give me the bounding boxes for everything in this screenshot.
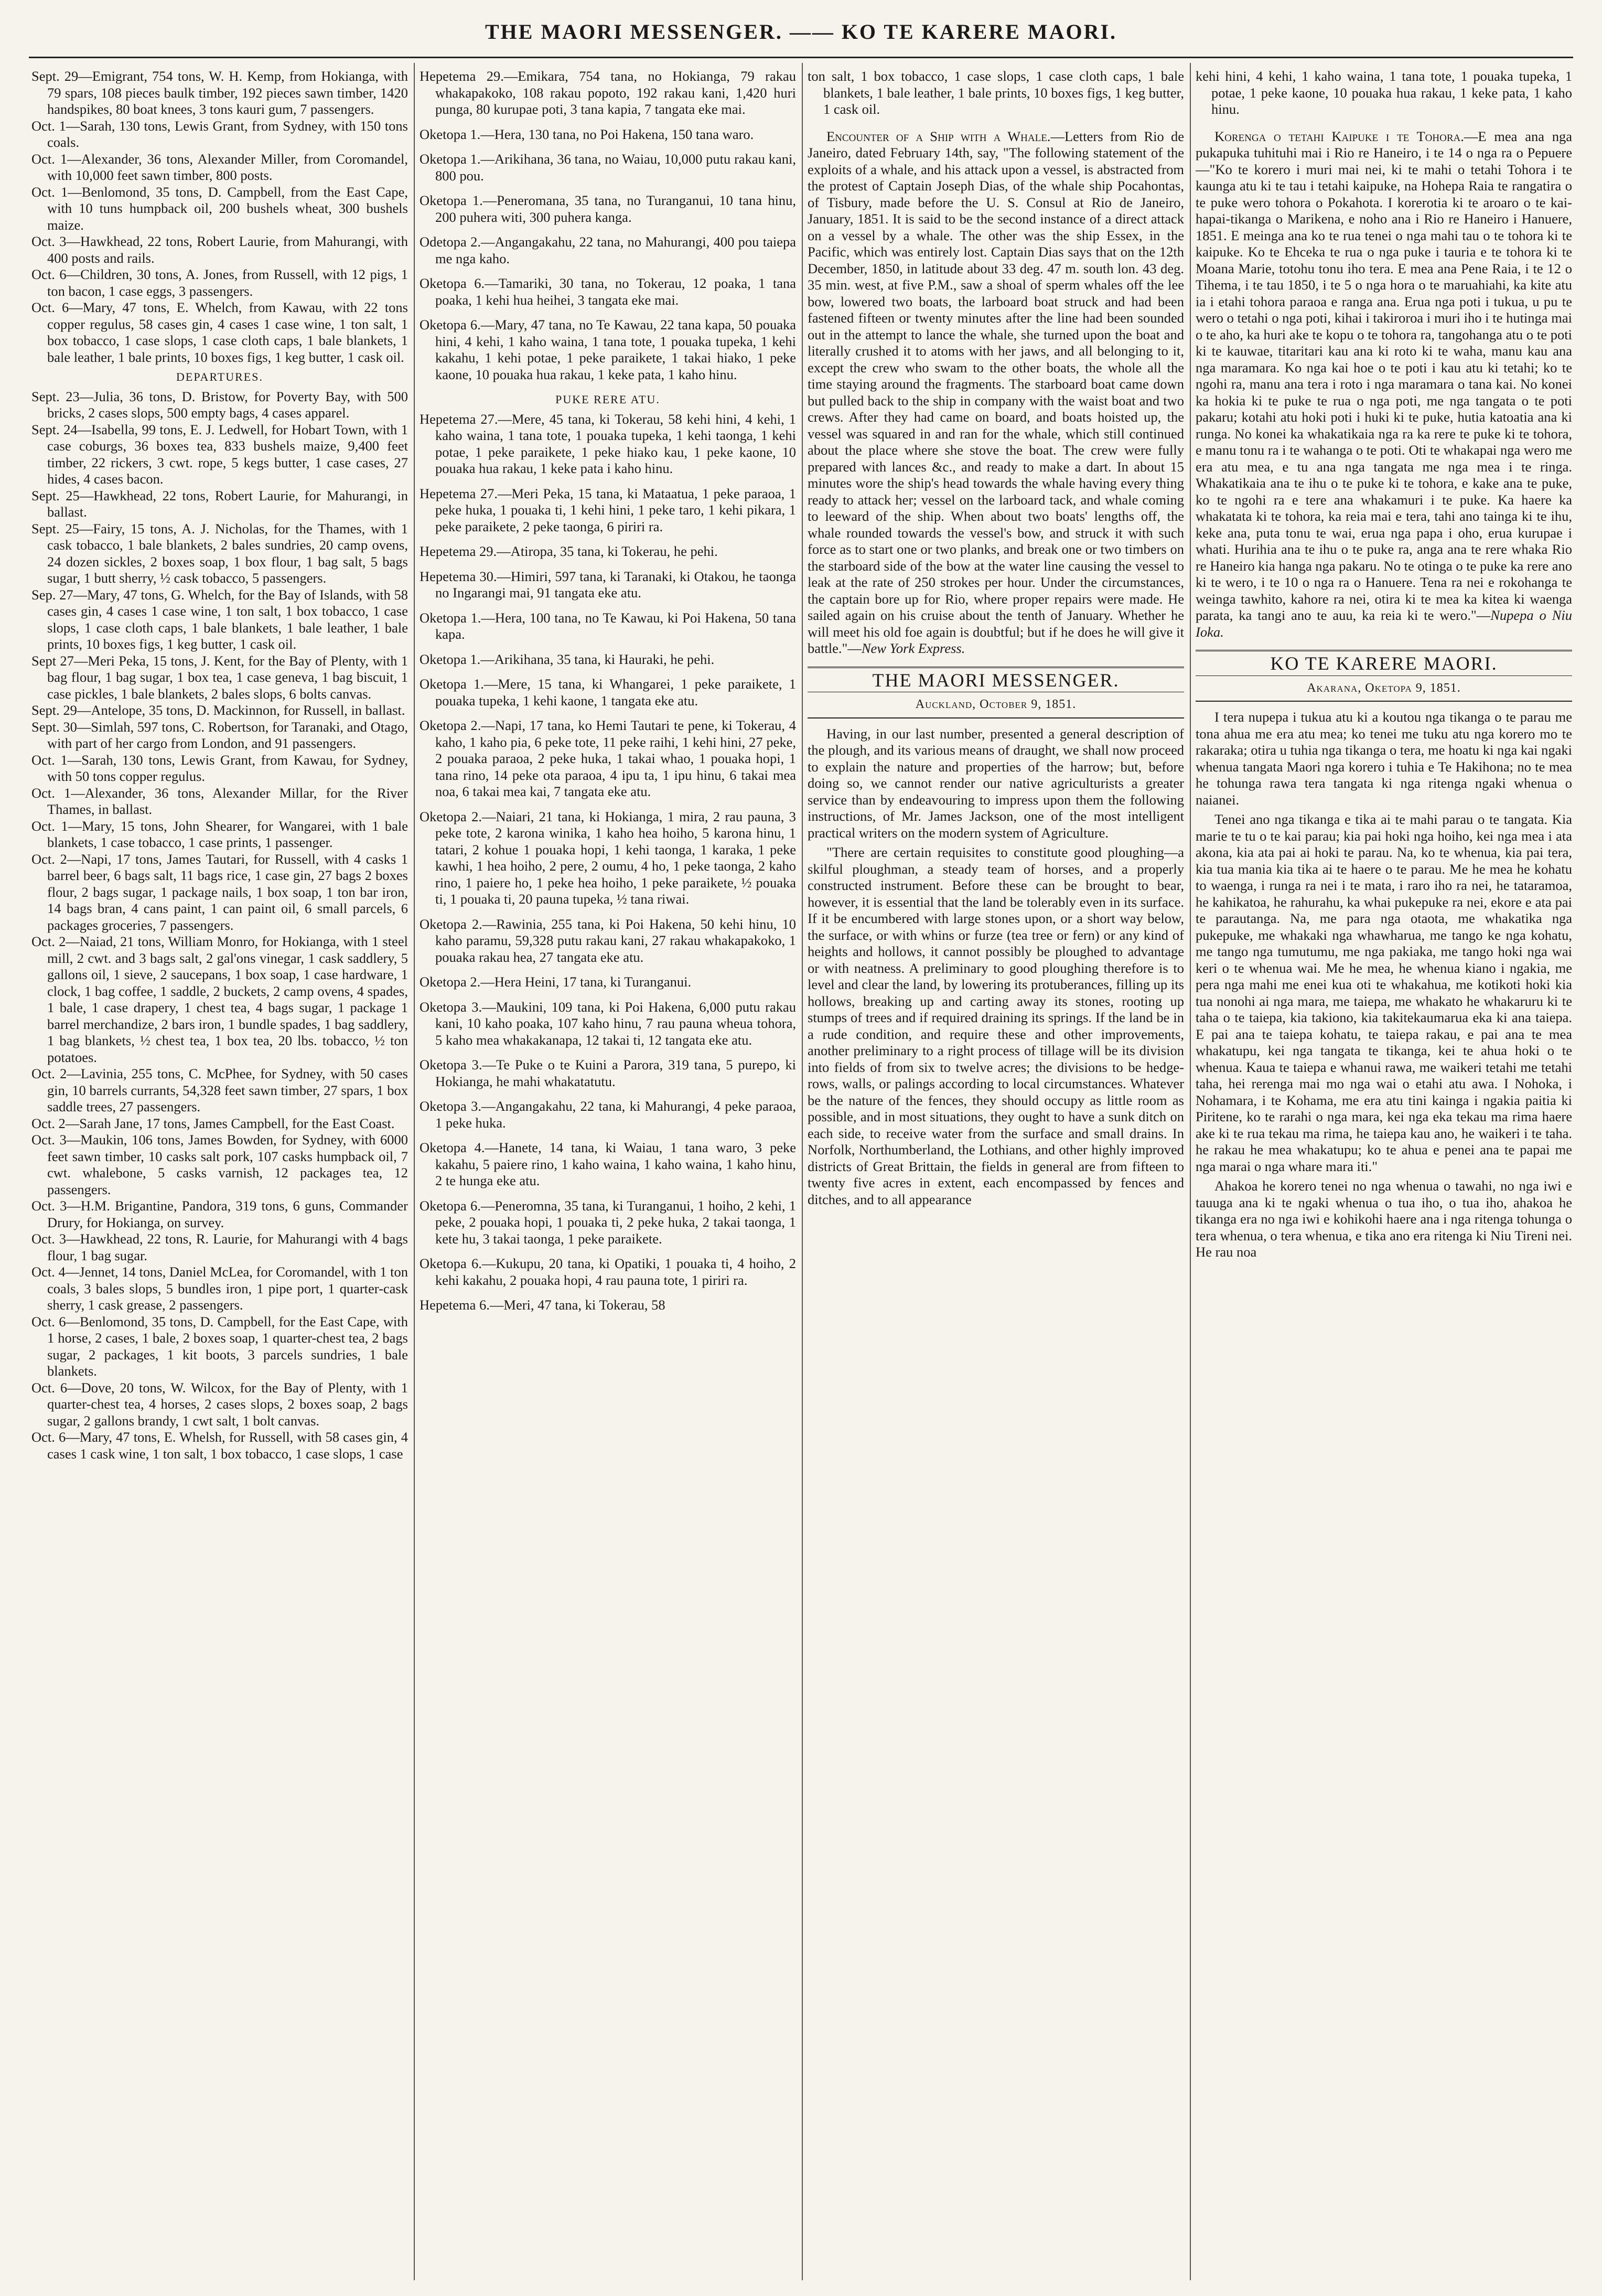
shipping-entry-maori: Oketopa 6.—Tamariki, 30 tana, no Tokerau, 12 poaka, 1 tana poaka, 1 kehi hua heihei, 3 tangata eke mai. [420, 275, 796, 308]
shipping-entry: Sept. 29—Antelope, 35 tons, D. Mackinnon, for Russell, in ballast. [31, 702, 405, 718]
shipping-entry: Oct. 2—Lavinia, 255 tons, C. McPhee, for Sydney, with 50 cases gin, 10 barrels currants, 54,328 feet sawn timber, 27 spars, 1 box saddle trees, 27 passengers. [31, 1066, 408, 1114]
dateline: Auckland, October 9, 1851. [808, 694, 1184, 718]
shipping-entry-maori: Oketopa 2.—Napi, 17 tana, ko Hemi Tautari te pene, ki Tokerau, 4 kaho, 1 kaho pia, 6 peke tote, 11 peke raihi, 1 kehi hini, 27 peke, 2 pouaka paraoa, 2 peke huka, 1 takai whao, 1 pouaka hopi, 1 tana rino, 14 peke ota paraoa, 4 ipu ta, 1 ipu hinu, 6 takai mea noa, 6 takai mea kai, 7 tangata eke atu. [420, 717, 796, 799]
shipping-entry-maori: Hepetema 6.—Meri, 47 tana, ki Tokerau, 58 [420, 1297, 665, 1313]
shipping-entry: Sept. 25—Fairy, 15 tons, A. J. Nicholas, for the Thames, with 1 cask tobacco, 1 bale blankets, 2 bales sundries, 20 camp ovens, 24 dozen sickles, 2 boxes soap, 1 box flour, 1 bag salt, 5 bags sugar, 1 butt sherry, ½ cask tobacco, 5 passengers. [31, 520, 408, 586]
departures-heading: DEPARTURES. [176, 370, 263, 383]
editorial-maori [1196, 709, 1572, 1261]
shipping-entry-maori: Oketopa 2.—Hera Heini, 17 tana, ki Turanganui. [420, 974, 692, 990]
whale-article [808, 128, 1184, 657]
shipping-entry: Oct. 6—Benlomond, 35 tons, D. Campbell, for the East Cape, with 1 horse, 2 cases, 1 bale, 2 boxes soap, 1 quarter-chest tea, 2 bags sugar, 2 packages, 1 kit boots, 3 parcels sundries, 1 bale blankets. [31, 1313, 408, 1379]
section-title-maori: KO TE KARERE MAORI. [1196, 650, 1572, 676]
arrivals-list-maori [420, 68, 796, 383]
whale-article-title: Encounter of a Ship with a Whale. [826, 128, 1051, 144]
shipping-entry: Oct. 2—Napi, 17 tons, James Tautari, for Russell, with 4 casks 1 barrel beer, 6 bags salt, 11 bags rice, 1 case gin, 27 bags 2 boxes flour, 2 bags sugar, 1 package nails, 1 box soap, 1 ton bar iron, 14 bags bran, 4 cans paint, 1 can paint oil, 6 small parcels, 6 packages groceries, 7 passengers. [31, 851, 408, 933]
shipping-entry: Oct. 1—Mary, 15 tons, John Shearer, for Wangarei, with 1 bale blankets, 1 case tobacco, 1 case prints, 1 passenger. [31, 818, 408, 850]
section-title: THE MAORI MESSENGER. [808, 667, 1184, 693]
shipping-entry: Oct. 3—Hawkhead, 22 tons, Robert Laurie, from Mahurangi, with 400 posts and rails. [31, 233, 408, 266]
dateline-maori: Akarana, Oketopa 9, 1851. [1196, 678, 1572, 702]
shipping-entry: Oct. 2—Sarah Jane, 17 tons, James Campbell, for the East Coast. [31, 1115, 395, 1131]
shipping-entry-maori: Oketopa 3.—Te Puke o te Kuini a Parora, 319 tana, 5 purepo, ki Hokianga, he mahi whakatatutu. [420, 1057, 796, 1089]
whale-article-source-maori: Nupepa o Niu Ioka. [1196, 607, 1572, 640]
whale-article-title-maori: Korenga o tetahi Kaipuke i te Tohora. [1214, 128, 1464, 144]
shipping-continuation-maori: kehi hini, 4 kehi, 1 kaho waina, 1 tana tote, 1 pouaka tupeka, 1 potae, 1 peke kaone, 10 pouaka hua rakau, 1 keke pata, 1 kaho hinu. [1196, 68, 1572, 117]
masthead-title: THE MAORI MESSENGER. —— KO TE KARERE MAORI. [485, 19, 1117, 44]
shipping-entry: Oct. 1—Alexander, 36 tons, Alexander Millar, for the River Thames, in ballast. [31, 785, 408, 817]
shipping-entry-maori: Oketopa 3.—Maukini, 109 tana, ki Poi Hakena, 6,000 putu rakau kani, 10 kaho poaka, 107 kaho hinu, 7 rau pauna wheua tohora, 5 kaho mea whakakanapa, 12 takai ti, 12 tangata eke atu. [420, 999, 796, 1048]
departures-list-maori [420, 411, 796, 1314]
shipping-entry-maori: Hepetema 27.—Meri Peka, 15 tana, ki Mataatua, 1 peke paraoa, 1 peke huka, 1 pouaka ti, 1 kehi hini, 1 peke taro, 1 kehi pikara, 1 peke paraikete, 2 peke taonga, 6 piriri ra. [420, 485, 796, 534]
shipping-entry-maori: Oketopa 2.—Naiari, 21 tana, ki Hokianga, 1 mira, 2 rau pauna, 3 peke tote, 2 karona winika, 1 kaho hea hoiho, 5 karona hinu, 1 tatari, 2 kohue 1 pouaka hopi, 1 kehi taonga, 1 karaka, 1 peke kawhi, 1 hea hoiho, 2 pere, 2 oumu, 4 ho, 1 peke taonga, 2 kaho rino, 1 paiere ho, 1 peke hea hoiho, 1 peke paraikete, ½ pouaka ti, 1 pouaka ti, 20 pauna tupeka, ½ tana riwai. [420, 808, 796, 907]
shipping-entry-maori: Hepetema 27.—Mere, 45 tana, ki Tokerau, 58 kehi hini, 4 kehi, 1 kaho waina, 1 tana tote, 1 pouaka tupeka, 1 kehi taonga, 1 kehi potae, 1 peke paraikete, 1 peke hiako kau, 1 peke kaone, 10 pouaka hua rakau, 1 keke pata i kaho hinu. [420, 411, 796, 476]
editorial-paragraph-maori: Ahakoa he korero tenei no nga whenua o tawahi, no nga iwi e tauuga ana ki te ngaki whenua o tua iho, o tua iho, ahakoa he tikanga era no nga iwi e kohikohi haere ana i nga ritenga tohunga o tera whenua, o tera whenua, e tika ano era ritenga ki Niu Tireni nei. He rau noa [1196, 1178, 1572, 1260]
column-shipping-maori [420, 68, 796, 2275]
shipping-entry-maori: Oketopa 1.—Arikihana, 35 tana, ki Hauraki, he pehi. [420, 651, 715, 667]
shipping-entry-maori: Hepetema 29.—Emikara, 754 tana, no Hokianga, 79 rakau whakapakoko, 108 rakau popoto, 192 rakau kani, 1,420 huri punga, 80 kurupae poti, 3 tana kapia, 7 tangata eke mai. [420, 68, 796, 117]
shipping-entry-maori: Odetopa 2.—Angangakahu, 22 tana, no Mahurangi, 400 pou taiepa me nga kaho. [420, 234, 796, 266]
shipping-entry: Sept 27—Meri Peka, 15 tons, J. Kent, for the Bay of Plenty, with 1 bag flour, 1 bag sugar, 1 box tea, 1 case geneva, 1 bag biscuit, 1 case pickles, 1 bale blankets, 2 bales slops, 6 bolts canvas. [31, 652, 408, 702]
shipping-entry: Sept. 23—Julia, 36 tons, D. Bristow, for Poverty Bay, with 500 bricks, 2 cases slops, 500 empty bags, 4 cases apparel. [31, 388, 408, 421]
shipping-entry-maori: Oketopa 6.—Peneromna, 35 tana, ki Turanganui, 1 hoiho, 2 kehi, 1 peke, 2 pouaka hopi, 1 pouaka ti, 2 peke huka, 2 takai taonga, 1 kete hu, 3 takai taonga, 1 peke paraikete. [420, 1197, 796, 1247]
column-divider [414, 63, 415, 2280]
shipping-entry: Sept. 24—Isabella, 99 tons, E. J. Ledwell, for Hobart Town, with 1 case coburgs, 36 boxes tea, 833 bushels maize, 9,400 feet timber, 22 rickers, 3 cwt. rope, 5 kegs butter, 1 case cases, 27 hides, 4 cases bacon. [31, 421, 408, 487]
shipping-entry-maori: Oketopa 1.—Mere, 15 tana, ki Whangarei, 1 peke paraikete, 1 pouaka tupeka, 1 kehi kaone, 1 tangata eke atu. [420, 676, 796, 709]
shipping-entry-maori: Hepetema 30.—Himiri, 597 tana, ki Taranaki, ki Otakou, he taonga no Ingarangi mai, 91 tangata eke atu. [420, 568, 796, 600]
shipping-entry: Sept. 29—Emigrant, 754 tons, W. H. Kemp, from Hokianga, with 79 spars, 108 pieces baulk timber, 192 pieces sawn timber, 1420 handspikes, 80 boat knees, 3 tons kauri gum, 7 passengers. [31, 68, 408, 117]
shipping-entry: Oct. 1—Sarah, 130 tons, Lewis Grant, from Kawau, for Sydney, with 50 tons copper regulus. [31, 752, 408, 784]
shipping-entry-maori: Oketopa 1.—Hera, 100 tana, no Te Kawau, ki Poi Hakena, 50 tana kapa. [420, 609, 796, 642]
arrivals-list [31, 68, 408, 366]
shipping-entry: Oct. 6—Children, 30 tons, A. Jones, from Russell, with 12 pigs, 1 ton bacon, 1 case eggs, 3 passengers. [31, 266, 408, 299]
departures-heading-maori: PUKE RERE ATU. [555, 393, 660, 406]
column-divider [1190, 63, 1191, 2280]
whale-article-body-maori: —E mea ana nga pukapuka tuhituhi mai i Rio re Haneiro, i te 14 o nga ra o Pepuere —"Ko te korero i muri mai nei, ki te mahi o tetahi Tohora i te kaunga atu ki te tau i tetahi kaipuke, na Hohepa Raia te rangatira o te puke wero tohora o Pokahota. I korerotia ki te aroaro o te kai-hapai-tikanga o Marikena, e noho ana i Rio re Haneiro i Hanuere, 1851. E meinga ana ko te rua tenei o nga mahi tau o te tohora ki te kaipuke. Ko te Ehceka te rua o nga puke i tauria e te tohora ki te Moana Marie, totohu tonu iho tera. E mea ana Pene Raia, i te 12 o Tihema, i te tau 1850, i te 5 o nga hora o te maruahiahi, ka kite atu ia i etahi tohora paraoa e ranga ana. Erua nga poti i tukua, u pu te wero o tetahi o nga poti, kihai i takiroroa i muri iho i te hutinga mai o te aho, ka huri ake te kopu o te tohora ra, tangohanga atu o te poti ki te kauwae, titaritari kau ana ki roto ki te waha, manu kau ana nga maramara. Ko nga kai hoe o te poti i kau atu ki tetahi; ko te ngohi ra, manu ana tera i roto i nga maramara o tana kai. No konei ka hokia ki te puke te rua o nga poti, me nga tangata o te poti pakaru; kotahi atu hoki poti i huki ki te puke, hutia katoatia ana ki runga. No konei ka whakatikaia nga ra ka rere te puke ki te tohora, e manu tonu ra i te wahanga o te poti. Oti te whakapai nga wero me era atu mea, e tu ana nga tangata me nga mea i te ringa. Whakatikaia ana te ihu o te puke ki te tohora, e kake ana te puke, ko te ngohi ra e tere ana whakamuri i te puke. Ka haere ka whakatata ki te tohora, ka reia mai e tera, tahi ano tainga ki te ihu, keke ana, puta tonu te wai, erua nga papa i oho, erua kurupae i whati. Hurihia ana te ihu o te puke ra, anga ana te rere whaka Rio re Haneiro kia hanga nga pakaru. No te otinga o te puke ka rere ano ki te wero, i te 10 o nga ra o Hanuere. Tena ra nei e rokohanga te weinga tawhito, kahore ra nei, otira ki te mea ka kitea ki waenga parata, ka tangi ano te auu, ka reia ki te wero."— [1196, 128, 1572, 623]
shipping-entry-maori: Oketopa 3.—Angangakahu, 22 tana, ki Mahurangi, 4 peke paraoa, 1 peke huka. [420, 1098, 796, 1131]
shipping-entry: Oct. 1—Alexander, 36 tons, Alexander Miller, from Coromandel, with 10,000 feet sawn timber, 800 posts. [31, 151, 408, 183]
shipping-entry-maori: Oketopa 4.—Hanete, 14 tana, ki Waiau, 1 tana waro, 3 peke kakahu, 5 paiere rino, 1 kaho waina, 1 kaho waina, 1 kaho hinu, 2 te hunga eke atu. [420, 1140, 796, 1188]
shipping-entry-maori: Oketopa 2.—Rawinia, 255 tana, ki Poi Hakena, 50 kehi hinu, 10 kaho paramu, 59,328 putu rakau kani, 27 rakau whakapakoko, 1 pouaka rakau hea, 27 tangata eke atu. [420, 916, 796, 965]
whale-article-source: New York Express. [861, 640, 965, 656]
editorial-paragraph-maori: I tera nupepa i tukua atu ki a koutou nga tikanga o te parau me tona ahua me era atu mea; ko tenei me tuku atu nga korero mo te rakaraka; otira u tuhia nga tikanga o tera, me hoatu ki nga kai ngaki whenua tangata Maori nga korero i tuhia e Te Hakihona; no te mea he tohunga rawa tera tangata ki nga ritenga ngaki whenua o naianei. [1196, 709, 1572, 808]
departures-list [31, 389, 408, 1463]
column-shipping-english [31, 68, 408, 2275]
shipping-entry-maori: Oketopa 1.—Peneromana, 35 tana, no Turanganui, 10 tana hinu, 200 puhera witi, 300 puhera kanga. [420, 192, 796, 225]
shipping-entry: Oct. 4—Jennet, 14 tons, Daniel McLea, for Coromandel, with 1 ton coals, 3 bales slops, 5 bundles iron, 1 pipe port, 1 quarter-cask sherry, 1 cask grease, 2 passengers. [31, 1264, 408, 1313]
shipping-entry-maori: Oketopa 1.—Hera, 130 tana, no Poi Hakena, 150 tana waro. [420, 126, 754, 142]
shipping-entry: Oct. 6—Mary, 47 tons, E. Whelch, from Kawau, with 22 tons copper regulus, 58 cases gin, 4 cases 1 case wine, 1 ton salt, 1 box tobacco, 1 case slops, 1 case cloth caps, 1 bale blankets, 1 bale leather, 1 bale prints, 10 boxes figs, 1 keg butter, 1 cask oil. [31, 299, 408, 365]
shipping-entry: Oct. 3—Hawkhead, 22 tons, R. Laurie, for Mahurangi with 4 bags flour, 1 bag sugar. [31, 1231, 408, 1263]
editorial-paragraph: Having, in our last number, presented a general description of the plough, and its various means of draught, we shall now proceed to explain the nature and properties of the harrow; but, before doing so, we cannot render our native agriculturists a greater service than by endeavouring to impress upon them the following instructions, of Mr. James Jackson, one of the most intelligent practical writers on the modern system of Agriculture. [808, 725, 1184, 841]
shipping-entry: Oct. 1—Benlomond, 35 tons, D. Campbell, from the East Cape, with 10 tuns humpback oil, 200 bushels wheat, 300 bushels maize. [31, 184, 408, 233]
shipping-entry: Sept. 30—Simlah, 597 tons, C. Robertson, for Taranaki, and Otago, with part of her cargo from London, and 91 passengers. [31, 718, 408, 751]
shipping-continuation: ton salt, 1 box tobacco, 1 case slops, 1 case cloth caps, 1 bale blankets, 1 bale leather, 1 bale prints, 10 boxes figs, 1 keg butter, 1 cask oil. [808, 68, 1184, 117]
shipping-entry-maori: Hepetema 29.—Atiropa, 35 tana, ki Tokerau, he pehi. [420, 543, 718, 559]
column-maori-articles [1196, 68, 1572, 2275]
editorial-paragraph-maori: Tenei ano nga tikanga e tika ai te mahi parau o te tangata. Kia marie te tu o te kai parau; kia pai hoki nga hoiho, kei nga mea i ata akona, kia ata pai ai hoki te parau. Na, ko te whenua, kia pai tera, kia tua mania kia tika ai te haere o te parau. Me he mea he kohatu to waenga, i runga ra nei i te mata, i raro iho ra nei, he tataramoa, he kahikatoa, he rahurahu, ka whai pukepuke ra nei, ekore e ata pai te parautanga. Na, me para nga otaota, me whakatika nga pukepuke, me whakaki nga whawharua, me tango ke nga kohatu, me tango nga tumutumu, me nga pakiaka, me tango hoki nga wai keri o te whenua wai. Me he mea, he whenua kiano i ngakia, me pera nga mahi me enei kua oti te whakahua, me kotikoti hoki kia tua nonohi ai nga mara, me taiepa, me whakato he whakaruru ki te taha o te taiepa, kia takiono, kia takitekaumarua eka ki ana taiepa. E pai ana te taiepa kohatu, te taiepa rakau, e pai ana te mea whakatupu, kei nga tangata te tikanga, kei te ahua hoki o te whenua. Kaua te taiepa e whanui rawa, me waikeri tetahi me tetahi taha, hei rerenga mai mo nga wai o etahi atu awa. I Nohoka, i Nohamara, i te Kohama, me era atu tini kainga i ngakia paitia ki Piritene, ko te rarahi o nga mara, kei nga eka tekau ma rima haere ake ki te rua tekau ma rima, he taiepa kau ano, he waikeri i te taha. he rakau he mea whakatupu; ko te ahua e penei ana te papai me nga marai o nga whare mara iti." [1196, 811, 1572, 1174]
shipping-entry: Oct. 6—Mary, 47 tons, E. Whelsh, for Russell, with 58 cases gin, 4 cases 1 cask wine, 1 ton salt, 1 box tobacco, 1 case slops, 1 case [31, 1429, 408, 1462]
shipping-entry: Oct. 3—H.M. Brigantine, Pandora, 319 tons, 6 guns, Commander Drury, for Hokianga, on survey. [31, 1198, 408, 1230]
shipping-entry: Oct. 3—Maukin, 106 tons, James Bowden, for Sydney, with 6000 feet sawn timber, 10 casks salt pork, 107 casks humpback oil, 7 cwt. whalebone, 5 casks varnish, 12 packages tea, 12 passengers. [31, 1132, 408, 1197]
column-english-articles [808, 68, 1184, 2275]
editorial-paragraph: "There are certain requisites to constitute good ploughing—a skilful ploughman, a steady team of horses, and a properly constructed instrument. Before these can be brought to bear, however, it is essential that the land be tolerably even in its surface. If it be encumbered with large stones upon, or a short way below, the surface, or with whins or furze (tea tree or fern) or any kind of heights and hollows, it cannot possibly be ploughed to advantage or with neatness. A preliminary to good ploughing therefore is to level and clear the land, by lowering its protuberances, filling up its hollows, breaking up and carting away its stones, rooting up stumps of trees and if required draining its springs. If the land be in a rude condition, and require these and other improvements, another preliminary to a right process of tillage will be its division into fields of from six to twelve acres; the divisions to be hedge-rows, walls, or palings according to local circumstances. Whatever be the nature of the fences, they should occupy as little room as possible, and in most situations, they ought to have a sunk ditch on each side, to receive water from the surface and small drains. In Norfolk, Northumberland, the Lothians, and other highly improved districts of Great Brittain, the fields in general are from fifteen to twenty five acres in extent, each encompassed by fences and ditches, and to all appearance [808, 844, 1184, 1207]
shipping-entry: Sep. 27—Mary, 47 tons, G. Whelch, for the Bay of Islands, with 58 cases gin, 4 cases 1 case wine, 1 ton salt, 1 box tobacco, 1 case slops, 1 case cloth caps, 1 bale blankets, 1 bale leather, 1 bale prints, 10 boxes figs, 1 keg butter, 1 cask oil. [31, 586, 408, 652]
editorial [808, 726, 1184, 1208]
shipping-entry-maori: Oketopa 6.—Kukupu, 20 tana, ki Opatiki, 1 pouaka ti, 4 hoiho, 2 kehi kakahu, 2 pouaka hopi, 4 rau pauna tote, 1 piriri ra. [420, 1256, 796, 1288]
whale-article-maori [1196, 128, 1572, 641]
shipping-entry: Sept. 25—Hawkhead, 22 tons, Robert Laurie, for Mahurangi, in ballast. [31, 487, 408, 520]
top-rule [29, 57, 1573, 58]
shipping-entry: Oct. 6—Dove, 20 tons, W. Wilcox, for the Bay of Plenty, with 1 quarter-chest tea, 4 horses, 2 cases slops, 2 boxes soap, 2 bags sugar, 2 gallons brandy, 1 cwt salt, 1 bolt canvas. [31, 1379, 408, 1429]
shipping-entry: Oct. 1—Sarah, 130 tons, Lewis Grant, from Sydney, with 150 tons coals. [31, 117, 408, 150]
shipping-entry-maori: Oketopa 6.—Mary, 47 tana, no Te Kawau, 22 tana kapa, 50 pouaka hini, 4 kehi, 1 kaho waina, 1 tana tote, 1 pouaka tupeka, 1 kehi kakahu, 1 kehi potae, 1 peke paraikete, 1 takai hiako, 1 peke kaone, 10 pouaka hua rakau, 1 keke pata, 1 kaho hinu. [420, 317, 796, 382]
column-divider [802, 63, 803, 2280]
whale-article-body: —Letters from Rio de Janeiro, dated February 14th, say, "The following statement of the exploits of a whale, and his attack upon a vessel, is abstracted from the protest of Captain Joseph Dias, of the whale ship Pocahontas, of Tisbury, made before the U. S. Consul at Rio de Janeiro, January, 1851. It is said to be the second instance of a direct attack on a vessel by a whale. The other was the ship Essex, in the Pacific, which was entirely lost. Captain Dias says that on the 12th December, 1850, in latitude about 33 deg. 47 m. south lon. 43 deg. 35 min. west, at five P.M., saw a shoal of sperm whales off the lee bow, lowered two boats, the larboard boat struck and had been fastened fifteen or twenty minutes after the line had been sounded out in the attempt to lance the whale, she turned upon the boat and literally crushed it to atoms with her jaws, and all belonging to it, except the crew who swam to the other boats, the whole all the time staying around the fragments. The starboard boat came down but pulled back to the ship in company with the waist boat and two crews. After they had came on board, and boats hoisted up, the vessel was squared in and ran for the whale, which still continued about the place where she stove the boat. The crew were fully prepared with lances &c., and ready to make a dart. In about 15 minutes wore the ship's head towards the whale having every thing ready to attack her; vessel on the larboard tack, and whale coming to leeward of the ship. When about two boats' lengths off, the whale rounded towards the vessel's bow, and struck it with such force as to start one or two planks, and break one or two timbers on the starboard side of the bow at the water line causing the vessel to leak at the rate of 250 strokes per hour. Under the circumstances, the captain bore up for Rio, where proper repairs were made. He sailed again on his cruise about the tenth of January. Whether he will meet his old foe again is doubtful; but if he does he will give it battle."— [808, 128, 1184, 656]
shipping-entry: Oct. 2—Naiad, 21 tons, William Monro, for Hokianga, with 1 steel mill, 2 cwt. and 3 bags salt, 2 gal'ons vinegar, 1 cask saddlery, 5 gallons oil, 1 sieve, 2 saucepans, 1 box soap, 1 case hardware, 1 clock, 1 bag coffee, 1 saddle, 2 buckets, 2 camp ovens, 4 spades, 1 bale, 1 case drapery, 1 chest tea, 4 bags sugar, 1 package 1 barrel merchandize, 2 bars iron, 1 bundle spades, 1 bag saddlery, 1 bag blankets, ½ chest tea, 1 box tea, 20 lbs. tobacco, ½ ton potatoes. [31, 934, 408, 1065]
masthead [0, 0, 1602, 63]
shipping-entry-maori: Oketopa 1.—Arikihana, 36 tana, no Waiau, 10,000 putu rakau kani, 800 pou. [420, 151, 796, 184]
